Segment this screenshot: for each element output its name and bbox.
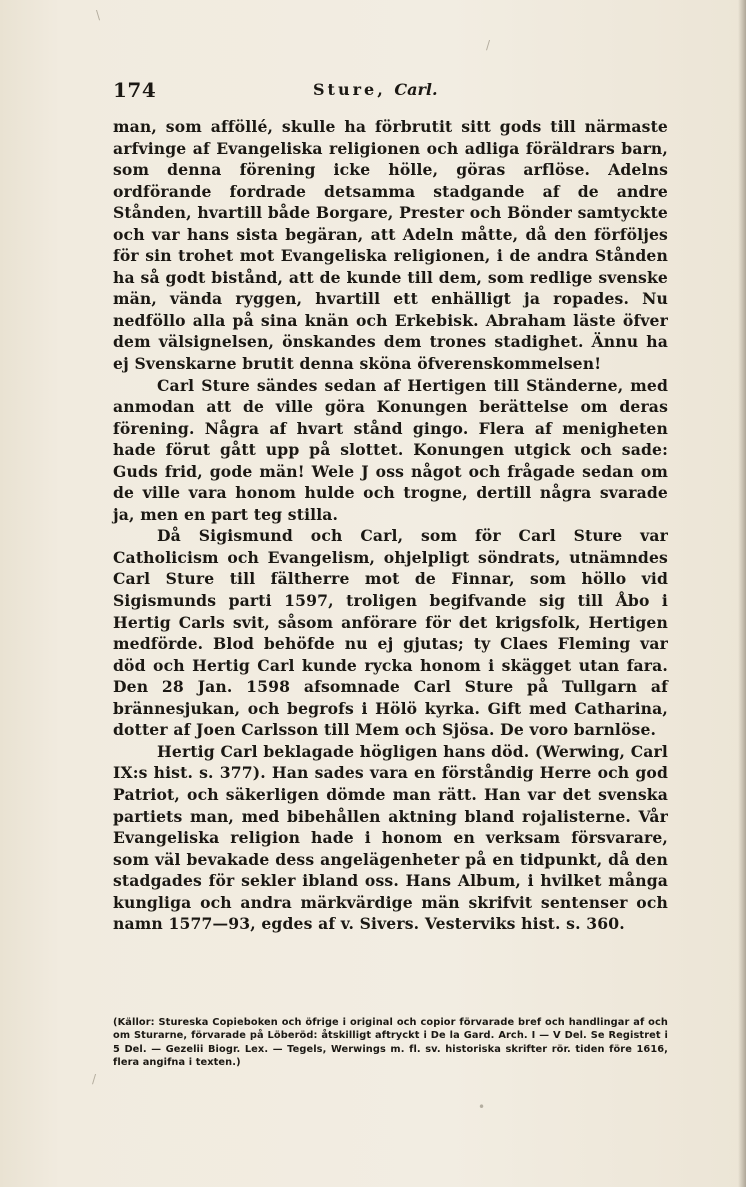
paper-speck: • (478, 1100, 486, 1114)
paragraph: Carl Sture sändes sedan af Hertigen till Ständerne, med anmodan att de ville göra Konungen berättelse om deras förening. Några af hvart stånd gingo. Flera af menigheten hade förut gått upp på slottet. Konungen utgick och sade: Guds frid, gode män! Wele J oss något och frågade sedan om de ville vara honom hulde och trogne, dertill några svarade ja, men en part teg stilla. (113, 375, 668, 524)
body-text (113, 116, 668, 935)
page-edge-shadow (738, 0, 746, 1187)
paper-speck: / (486, 38, 491, 52)
paper-speck: / (92, 1072, 97, 1086)
paper-speck: \ (96, 8, 101, 22)
sources-footnote: (Källor: Stureska Copieboken och öfrige i original och copior förvarade bref och handlingar af och om Sturarne, förvarade på Löberöd: åtskilligt aftryckt i De la Gard. Arch. I — V Del. Se Registret i 5 Del. — Gezelii Biogr. Lex. — Tegels, Werwings m. fl. sv. historiska skrifter rör. tiden före 1616, flera angifna i texten.) (113, 1017, 668, 1069)
paragraph-continued: man, som afföllé, skulle ha förbrutit sitt gods till närmaste arfvinge af Evangeliska religionen och adliga föräldrars barn, som denna förening icke hölle, göras arflöse. Adelns ordförande fordrade detsamma stadgande af de andre Stånden, hvartill både Borgare, Prester och Bönder samtyckte och var hans sista begäran, att Adeln måtte, då den förföljes för sin trohet mot Evangeliska religionen, i de andra Stånden ha så godt bistånd, att de kunde till dem, som redlige svenske män, vända ryggen, hvartill ett enhälligt ja ropades. Nu nedföllo alla på sina knän och Erkebisk. Abraham läste öfver dem välsignelsen, önskandes dem trones stadighet. Ännu ha ej Svenskarne brutit denna sköna öfverenskommelsen! (113, 117, 668, 374)
running-title-name: Sture, (313, 80, 386, 99)
running-title-subject: Carl. (394, 80, 438, 99)
paragraph: Då Sigismund och Carl, som för Carl Sture var Catholicism och Evangelism, ohjelpligt söndrats, utnämndes Carl Sture till fältherre mot de Finnar, som höllo vid Sigismunds parti 1597, troligen begifvande sig till Åbo i Hertig Carls svit, såsom anförare för det krigsfolk, Hertigen medförde. Blod behöfde nu ej gjutas; ty Claes Fleming var död och Hertig Carl kunde rycka honom i skägget utan fara. Den 28 Jan. 1598 afsomnade Carl Sture på Tullgarn af brännesjukan, och begrofs i Hölö kyrka. Gift med Catharina, dotter af Joen Carlsson till Mem och Sjösa. De voro barnlöse. (113, 526, 668, 740)
page-header (113, 78, 668, 106)
running-title (313, 80, 438, 99)
paragraph: Hertig Carl beklagade högligen hans död. (Werwing, Carl IX:s hist. s. 377). Han sades vara en förståndig Herre och god Patriot, och säkerligen dömde man rätt. Han var det svenska partiets man, med bibehållen aktning bland rojalisterne. Vår Evangeliska religion hade i honom en verksam försvarare, som väl bevakade dess angelägenheter på en tidpunkt, då den stadgades för sekler ibland oss. Hans Album, i hvilket många kungliga och andra märkvärdige män skrifvit sentenser och namn 1577—93, egdes af v. Sivers. Vesterviks hist. s. 360. (113, 741, 668, 934)
page-number: 174 (113, 78, 157, 102)
